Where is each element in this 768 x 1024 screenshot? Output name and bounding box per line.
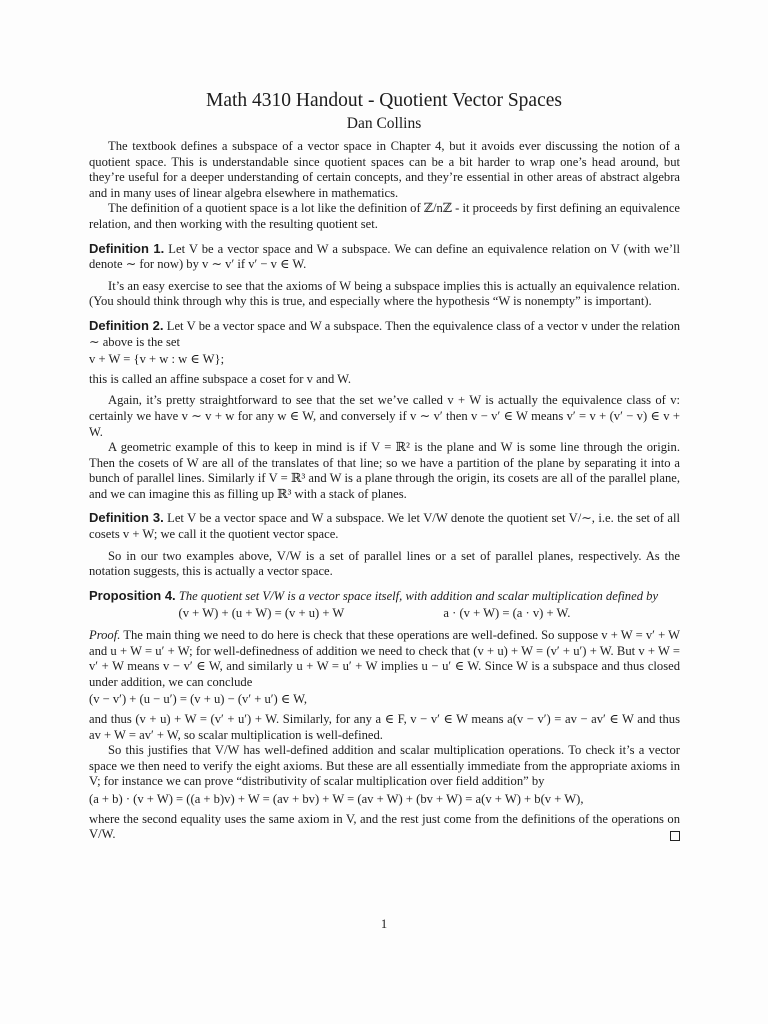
proposition-4-text: The quotient set V/W is a vector space itself, with addition and scalar multiplication defined by [178, 588, 659, 603]
definition-2-text: Let V be a vector space and W a subspace. Then the equivalence class of a vector v under the relation ∼ above is the set [89, 318, 680, 349]
proposition-4 [89, 588, 680, 605]
after-definition-2-paragraph-2: A geometric example of this to keep in mind is if V = ℝ² is the plane and W is some line through the origin. Then the cosets of W are all of the translates of that line; so we have a partition of the plane by separating it into a bunch of parallel lines. Similarly if V = ℝ³ and W is a plane through the origin, its cosets are all of the parallel plane, and we can imagine this as filling up ℝ³ with a stack of planes. [89, 440, 680, 501]
definition-2 [89, 318, 680, 350]
document-body [89, 139, 680, 843]
proof-label: Proof. [89, 628, 121, 643]
proof-equation-1: (v − v′) + (u − u′) = (v + u) − (v′ + u′) ∈ W, [89, 692, 308, 707]
page-number: 1 [380, 917, 388, 931]
definition-1-text: Let V be a vector space and W a subspace. We can define an equivalence relation on V (with we’ll denote ∼ for now) by v ∼ v′ if v′ − v ∈ W. [89, 241, 681, 272]
proposition-4-equation-scalar: a · (v + W) = (a · v) + W. [443, 606, 571, 621]
proposition-4-label: Proposition 4. [89, 587, 176, 603]
proof-paragraph-1 [89, 628, 680, 690]
intro-paragraph-1: The textbook defines a subspace of a vector space in Chapter 4, but it avoids ever discussing the notion of a quotient space. This is understandable since quotient spaces can be a bit harder to wrap one’s head around, but they’re useful for a deeper understanding of certain concepts, and they’re essential in other areas of abstract algebra and in many uses of linear algebra elsewhere in mathematics. [89, 139, 680, 200]
definition-3-text: Let V be a vector space and W a subspace. We let V/W denote the quotient set V/∼, i.e. the set of all cosets v + W; we call it the quotient vector space. [89, 511, 681, 542]
after-definition-3: So in our two examples above, V/W is a set of parallel lines or a set of parallel planes, respectively. As the notation suggests, this is actually a vector space. [89, 548, 680, 579]
definition-2-label: Definition 2. [89, 317, 164, 333]
proof-paragraph-4 [89, 812, 680, 843]
definition-3 [89, 510, 680, 542]
definition-2-after: this is called an affine subspace a coset for v and W. [89, 371, 352, 386]
proof-equation-2: (a + b) · (v + W) = ((a + b)v) + W = (av + bv) + W = (av + W) + (bv + W) = a(v + W) + b(v + W), [89, 791, 584, 806]
after-definition-2-paragraph-1: Again, it’s pretty straightforward to see that the set we’ve called v + W is actually the equivalence class of v: certainly we have v ∼ v + w for any w ∈ W, and conversely if v ∼ v′ then v − v′ ∈ W means v′ = v + (v′ − v) ∈ v + W. [89, 393, 680, 439]
document-title: Math 4310 Handout - Quotient Vector Spaces [206, 90, 562, 111]
proof-paragraph-3: So this justifies that V/W has well-defined addition and scalar multiplication operations. To check it’s a vector space we then need to verify the eight axioms. But these are all essentially immediate from the appropriate axioms in V; for instance we can prove “distributivity of scalar multiplication over field addition” by [89, 743, 680, 789]
definition-3-label: Definition 3. [89, 510, 164, 526]
proposition-4-equation-addition: (v + W) + (u + W) = (v + u) + W [178, 606, 345, 621]
proof-paragraph-2: and thus (v + u) + W = (v′ + u′) + W. Similarly, for any a ∈ F, v − v′ ∈ W means a(v − v′) = av − av′ ∈ W and thus av + W = av′ + W, so scalar multiplication is well-defined. [89, 712, 680, 742]
qed-square-icon [670, 831, 680, 841]
proof-text-4: where the second equality uses the same axiom in V, and the rest just come from the definitions of the operations on V/W. [89, 811, 680, 842]
proposition-4-equations [89, 606, 680, 622]
definition-1-label: Definition 1. [89, 240, 165, 256]
definition-1 [89, 241, 680, 273]
proof-text-1: The main thing we need to do here is check that these operations are well-defined. So suppose v + W = v′ + W and u + W = u′ + W; for well-definedness of addition we need to check that (v + u) + W = (v′ + u′) + W. But v + W = v′ + W means v − v′ ∈ W, and similarly u + W = u′ + W implies u − u′ ∈ W. Since W is a subspace and thus closed under addition, we can conclude [89, 628, 680, 689]
intro-paragraph-2: The definition of a quotient space is a lot like the definition of ℤ/nℤ - it proceeds by first defining an equivalence relation, and then working with the resulting quotient set. [89, 201, 680, 231]
definition-2-equation: v + W = {v + w : w ∈ W}; [89, 352, 225, 367]
after-definition-1: It’s an easy exercise to see that the axioms of W being a subspace implies this is actually an equivalence relation. (You should think through why this is true, and especially where the hypothesis “W is nonempty” is important). [89, 278, 680, 309]
document-author: Dan Collins [346, 115, 422, 132]
